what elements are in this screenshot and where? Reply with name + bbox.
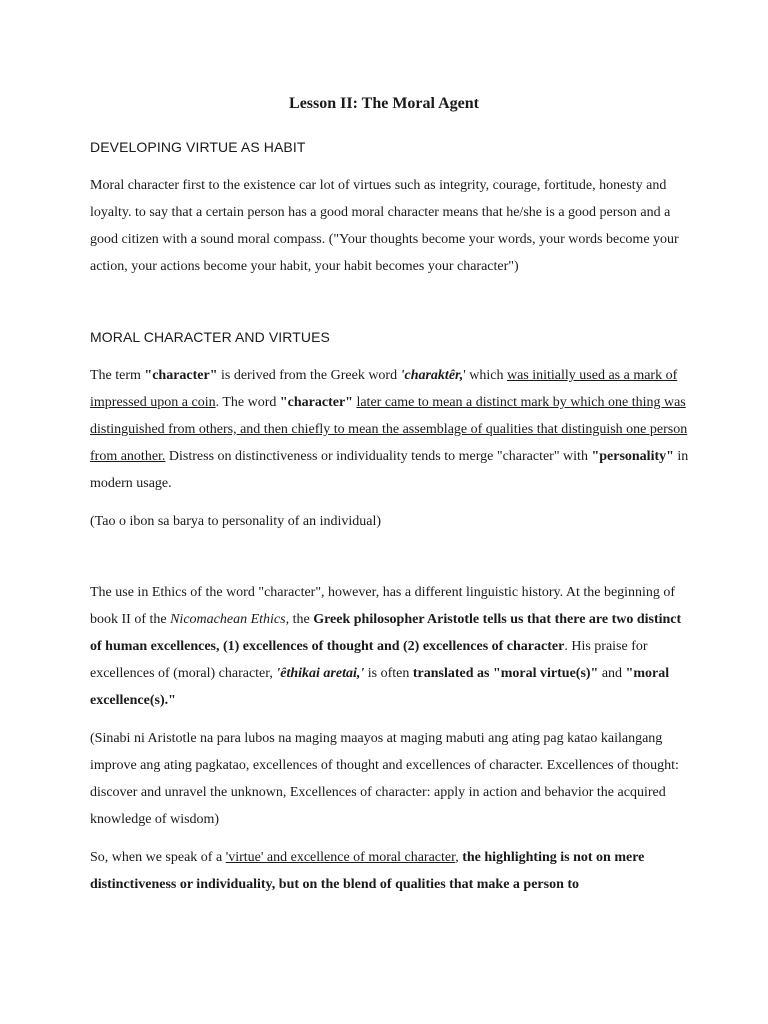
text-run: So, when we speak of a (90, 850, 226, 865)
italic-run: 'charaktêr, (400, 368, 464, 383)
paragraph-term-character (90, 362, 690, 497)
text-run: . His praise for excellences of (moral) character, (90, 639, 648, 681)
bold-italic-term (401, 368, 464, 383)
underlined-run: was initially used as a mark of impressed upon a coin (90, 368, 678, 410)
text-run: ' which (463, 368, 507, 383)
text-run: is often (364, 666, 413, 681)
bold-term: "character" (144, 368, 218, 383)
paragraph-virtue-excellence (90, 844, 690, 898)
bold-run: "moral excellence(s)." (90, 666, 670, 708)
bold-term: "personality" (591, 449, 674, 464)
paragraph-moral-character-intro: Moral character first to the existence car lot of virtues such as integrity, courage, fortitude, honesty and loyalty. to say that a certain person has a good moral character means that he/she is a good person and a good citizen with a sound moral compass. ("Your thoughts become your words, your words become your action, your actions become your habit, your habit becomes your character") (90, 178, 679, 274)
section-heading-developing-virtue: DEVELOPING VIRTUE AS HABIT (90, 139, 306, 155)
page-title: Lesson II: The Moral Agent (289, 95, 479, 112)
text-run: , (455, 850, 463, 865)
text-run: The term (90, 368, 145, 383)
bold-term: "character" (279, 395, 353, 410)
bold-run: translated as "moral virtue(s)" (412, 666, 599, 681)
bold-run: the highlighting is not on mere distinctiveness or individuality, but on the blend of qualities that make a person to (90, 850, 645, 892)
text-run: The use in Ethics of the word "character", however, has a different linguistic history. At the beginning of book II of the (90, 585, 676, 627)
italic-run: 'êthikai aretai,' (276, 666, 365, 681)
paragraph-sinabi-ni-aristotle: (Sinabi ni Aristotle na para lubos na maging maayos at maging mabuti ang ating pag katao kailangang improve ang ating pagkatao, excellences of thought and excellences of character. Excellences of thought: discover and unravel the unknown, Excellences of character: apply in action and behavior the acquired knowledge of wisdom) (90, 731, 679, 827)
text-run: is derived from the Greek word (217, 368, 401, 383)
bold-run: Greek philosopher Aristotle tells us that there are two distinct of human excellences, (1) excellences of thought and (2) excellences of character (90, 612, 682, 654)
bold-italic-term (276, 666, 364, 681)
document-body (90, 134, 690, 898)
section-heading-moral-character: MORAL CHARACTER AND VIRTUES (90, 329, 330, 345)
paragraph-ethics-history (90, 579, 690, 714)
paragraph-tao-o-ibon: (Tao o ibon sa barya to personality of an individual) (90, 514, 381, 529)
text-run: and (598, 666, 626, 681)
text-run: Distress on distinctiveness or individuality tends to merge "character" with (165, 449, 592, 464)
text-run: . The word (215, 395, 280, 410)
text-run: in modern usage. (90, 449, 689, 491)
text-run: , the (285, 612, 314, 627)
italic-run: Nicomachean Ethics (170, 612, 286, 627)
underlined-run: 'virtue' and excellence of moral character (225, 850, 456, 865)
underlined-run: later came to mean a distinct mark by which one thing was distinguished from others, and then chiefly to mean the assemblage of qualities that distinguish one person from another. (90, 395, 688, 464)
